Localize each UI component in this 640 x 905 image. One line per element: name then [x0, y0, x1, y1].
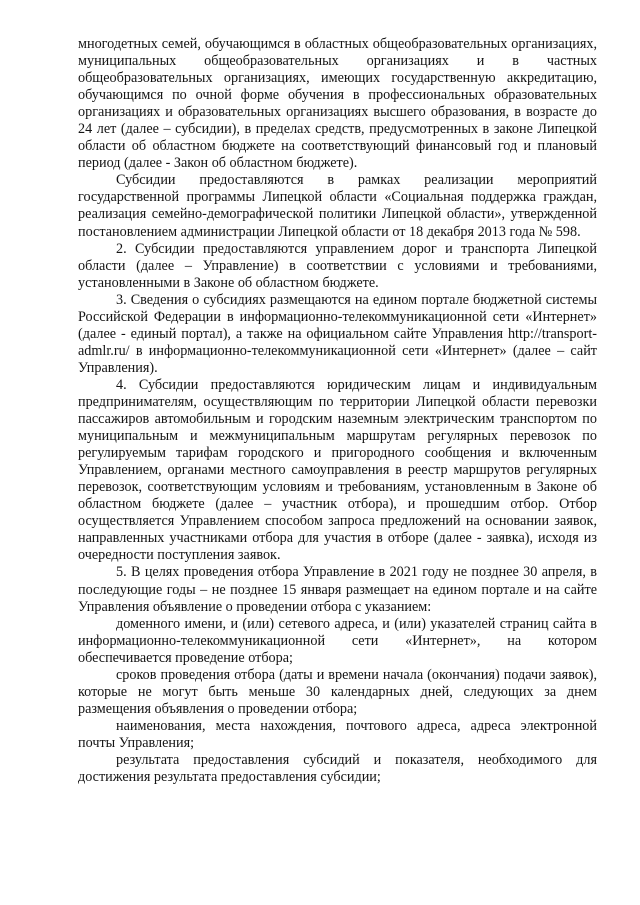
- paragraph-8-terms-item: сроков проведения отбора (даты и времени начала (окончания) подачи заявок), которые не могут быть меньше 30 календарных дней, следующих за днем размещения объявления о проведении отбора;: [78, 666, 597, 717]
- paragraph-7-domain-item: доменного имени, и (или) сетевого адреса, и (или) указателей страниц сайта в информационно-телекоммуникационной сети «Интернет», на котором обеспечивается проведение отбора;: [78, 615, 597, 666]
- document-page: [78, 36, 597, 786]
- paragraph-5-clause-4: 4. Субсидии предоставляются юридическим лицам и индивидуальным предпринимателям, осуществляющим по территории Липецкой области перевозки пассажиров автомобильным и городским наземным электрическим транспортом по муниципальным и межмуниципальным маршрутам регулярных перевозок по регулируемым тарифам городского и пригородного сообщения и включенным Управлением, органами местного самоуправления в реестр маршрутов регулярных перевозок, соответствующим условиям и требованиям, установленным в Законе об областном бюджете (далее – участник отбора), и прошедшим отбор. Отбор осуществляется Управлением способом запроса предложений на основании заявок, направленных участниками отбора для участия в отборе (далее - заявка), исходя из очередности поступления заявок.: [78, 376, 597, 564]
- paragraph-6-clause-5: 5. В целях проведения отбора Управление в 2021 году не позднее 30 апреля, в последующие годы – не позднее 15 января размещает на едином портале и на сайте Управления объявление о проведении отбора с указанием:: [78, 564, 597, 615]
- paragraph-1-continuation: многодетных семей, обучающимся в областных общеобразовательных организациях, муниципальных общеобразовательных организациях и в частных общеобразовательных организациях, имеющих государственную аккредитацию, обучающимся по очной форме обучения в профессиональных образовательных организациях и образовательных организациях высшего образования, в возрасте до 24 лет (далее – субсидии), в пределах средств, предусмотренных в законе Липецкой области об областном бюджете на соответствующий финансовый год и плановый период (далее - Закон об областном бюджете).: [78, 36, 597, 172]
- paragraph-10-result-item: результата предоставления субсидий и показателя, необходимого для достижения результата предоставления субсидии;: [78, 751, 597, 786]
- paragraph-3-clause-2: 2. Субсидии предоставляются управлением дорог и транспорта Липецкой области (далее – Управление) в соответствии с условиями и требованиями, установленными в Законе об областном бюджете.: [78, 240, 597, 291]
- paragraph-9-address-item: наименования, места нахождения, почтового адреса, адреса электронной почты Управления;: [78, 717, 597, 751]
- paragraph-4-clause-3: 3. Сведения о субсидиях размещаются на едином портале бюджетной системы Российской Федерации в информационно-телекоммуникационной сети «Интернет» (далее - единый портал), а также на официальном сайте Управления http://transport-admlr.ru/ в информационно-телекоммуникационной сети «Интернет» (далее – сайт Управления).: [78, 291, 597, 376]
- paragraph-2-program: Субсидии предоставляются в рамках реализации мероприятий государственной программы Липецкой области «Социальная поддержка граждан, реализация семейно-демографической политики Липецкой области», утвержденной постановлением администрации Липецкой области от 18 декабря 2013 года № 598.: [78, 172, 597, 240]
